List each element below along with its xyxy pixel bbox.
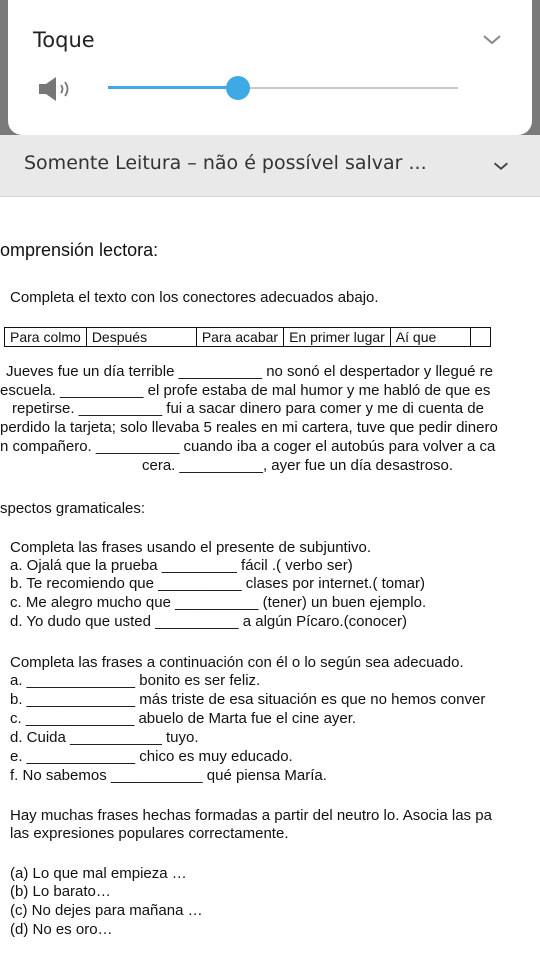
list-item: (c) No dejes para mañana … [10, 902, 203, 919]
list-item: d. Yo dudo que usted __________ a algún Pícaro.(conocer) [10, 613, 407, 630]
read-only-bar[interactable] [0, 135, 540, 197]
volume-title: Toque [33, 28, 95, 52]
slider-fill [108, 86, 238, 89]
section-heading: spectos gramaticales: [0, 500, 146, 517]
paragraph-line: escuela. __________ el profe estaba de mal humor y me habló de que es [0, 382, 491, 399]
read-only-label: Somente Leitura – não é possível salvar ... [24, 152, 427, 174]
paragraph-line: perdido la tarjeta; solo llevaba 5 reales en mi cartera, tuve que pedir dinero [0, 419, 498, 436]
table-cell: Aí que [390, 328, 470, 347]
document-page [0, 197, 540, 960]
chevron-down-icon[interactable] [490, 155, 512, 177]
paragraph-line: n compañero. __________ cuando iba a coger el autobús para volver a ca [0, 438, 496, 455]
list-item: b. _____________ más triste de esa situación es que no hemos conver [10, 691, 486, 708]
list-item: (b) Lo barato… [10, 883, 111, 900]
list-item: e. _____________ chico es muy educado. [10, 748, 293, 765]
list-item: a. Ojalá que la prueba _________ fácil .( verbo ser) [10, 557, 353, 574]
slider-thumb[interactable] [226, 76, 250, 100]
list-item: c. Me alegro mucho que __________ (tener) un buen ejemplo. [10, 594, 427, 611]
speaker-icon[interactable] [38, 75, 74, 103]
list-item: (a) Lo que mal empieza … [10, 865, 187, 882]
chevron-down-icon[interactable] [480, 28, 504, 52]
list-item: d. Cuida ___________ tuyo. [10, 729, 199, 746]
section-heading: omprensión lectora: [0, 240, 159, 260]
table-cell [470, 328, 490, 347]
paragraph-line: cera. __________, ayer fue un día desastroso. [142, 457, 454, 474]
list-item: c. _____________ abuelo de Marta fue el cine ayer. [10, 710, 357, 727]
table-cell: Después [86, 328, 196, 347]
table-cell: Para colmo [5, 328, 87, 347]
volume-panel [8, 0, 532, 135]
table-cell: En primer lugar [284, 328, 391, 347]
instruction-text: Completa las frases a continuación con él o lo según sea adecuado. [10, 654, 464, 671]
paragraph-line: repetirse. __________ fui a sacar dinero para comer y me di cuenta de [12, 400, 484, 417]
instruction-text: Completa las frases usando el presente de subjuntivo. [10, 539, 372, 556]
list-item: (d) No es oro… [10, 921, 113, 938]
list-item: b. Te recomiendo que __________ clases por internet.( tomar) [10, 575, 425, 592]
connectors-table [4, 327, 491, 347]
instruction-text: Completa el texto con los conectores adecuados abajo. [10, 289, 379, 306]
table-row [5, 328, 491, 347]
volume-slider[interactable] [108, 76, 458, 100]
volume-panel-backdrop [0, 0, 540, 150]
list-item: a. _____________ bonito es ser feliz. [10, 672, 261, 689]
table-cell: Para acabar [196, 328, 283, 347]
instruction-text: Hay muchas frases hechas formadas a partir del neutro lo. Asocia las pa [10, 807, 492, 824]
paragraph-line: Jueves fue un día terrible __________ no sonó el despertador y llegué re [6, 363, 494, 380]
list-item: f. No sabemos ___________ qué piensa María. [10, 767, 327, 784]
instruction-text: las expresiones populares correctamente. [10, 825, 289, 842]
